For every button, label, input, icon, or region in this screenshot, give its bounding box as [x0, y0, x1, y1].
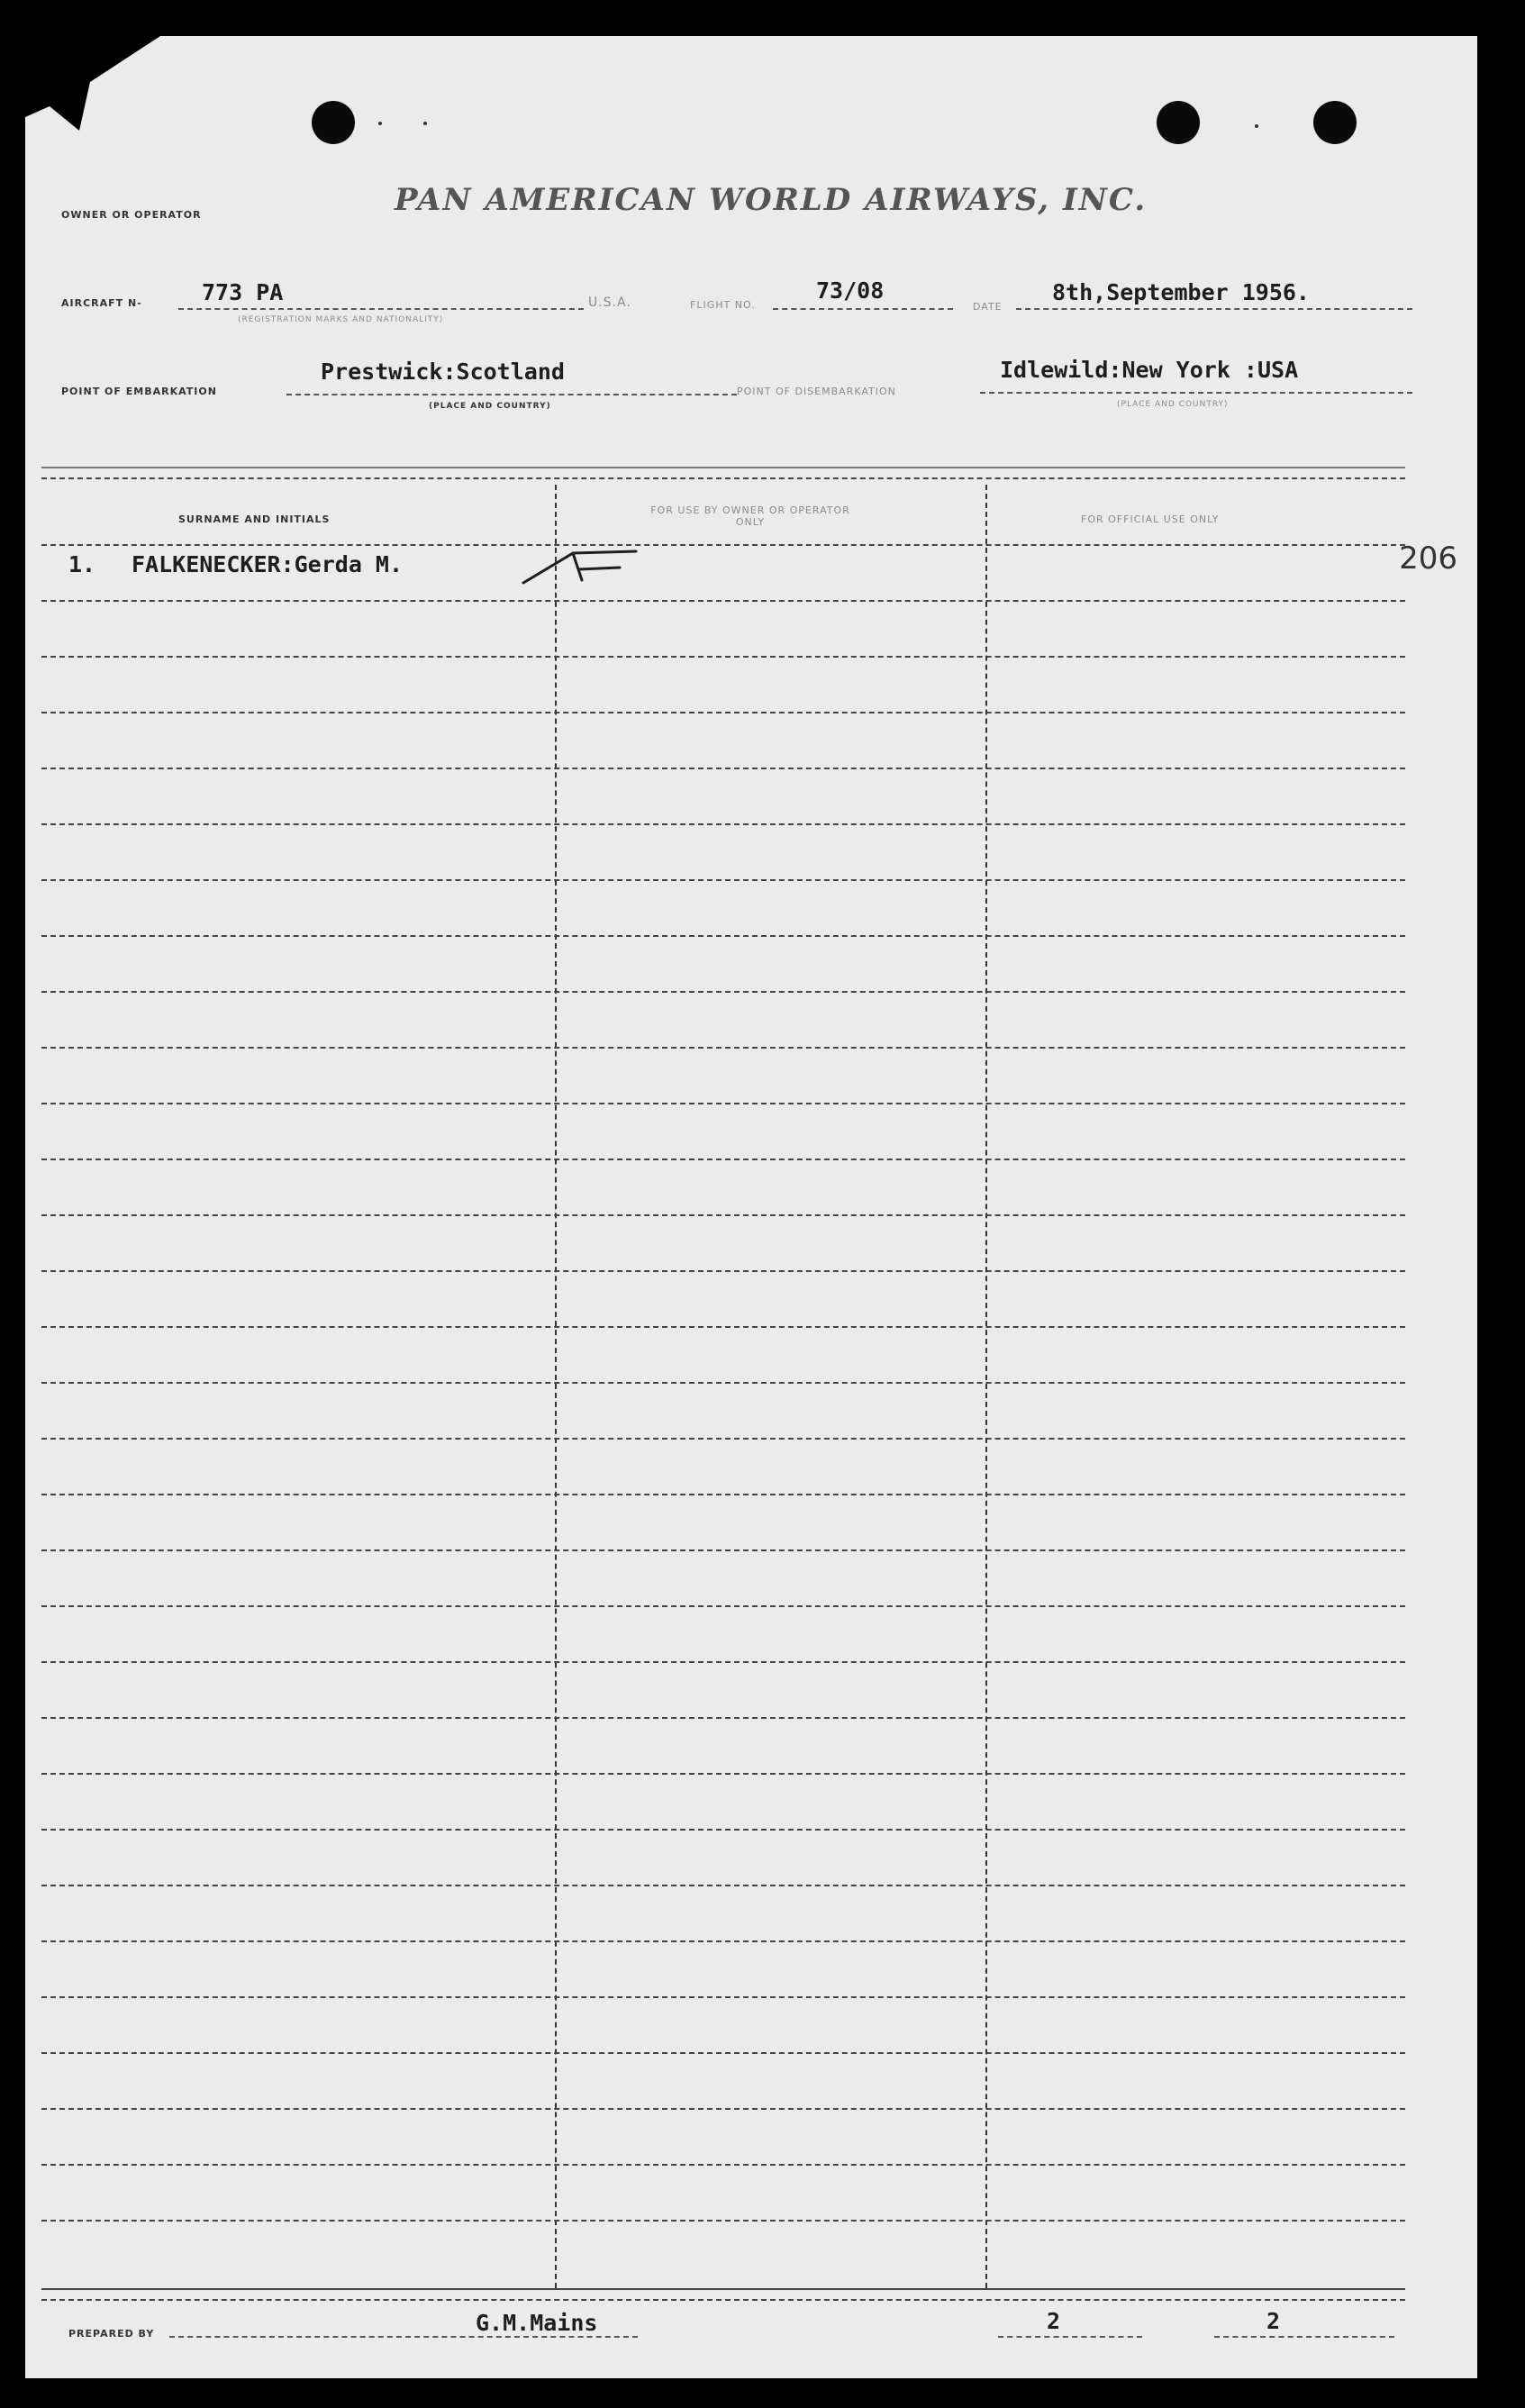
date-value: 8th,September 1956. — [1052, 279, 1310, 305]
prepared-value: G.M.Mains — [476, 2310, 598, 2336]
torn-corner — [25, 36, 160, 171]
column-divider-2 — [985, 485, 987, 2288]
row-rule — [41, 2052, 1405, 2054]
owner-name: PAN AMERICAN WORLD AIRWAYS, INC. — [395, 182, 1148, 218]
passenger-name: FALKENECKER:Gerda M. — [132, 551, 404, 577]
embarkation-value: Prestwick:Scotland — [321, 359, 565, 385]
row-rule — [41, 2220, 1405, 2222]
row-rule — [41, 1940, 1405, 1942]
flight-fill-line — [773, 308, 953, 310]
owner-label: OWNER OR OPERATOR — [61, 209, 202, 221]
row-rule — [41, 712, 1405, 713]
col-header-operator: FOR USE BY OWNER OR OPERATOR ONLY — [650, 504, 850, 528]
row-rule — [41, 1214, 1405, 1216]
punch-hole-right-2 — [1313, 101, 1357, 144]
row-rule — [41, 1829, 1405, 1831]
row-rule — [41, 2108, 1405, 2110]
aircraft-value: 773 PA — [202, 279, 284, 305]
country-label: U.S.A. — [588, 295, 631, 310]
table-bottom-rule-2 — [41, 2299, 1405, 2301]
speck — [1255, 124, 1258, 128]
total-fill-line — [1214, 2336, 1394, 2338]
row-rule — [41, 1773, 1405, 1775]
table-top-rule-2 — [41, 477, 1405, 479]
row-rule — [41, 1382, 1405, 1384]
col-header-surname: SURNAME AND INITIALS — [178, 513, 331, 525]
row-rule — [41, 1159, 1405, 1160]
row-rule — [41, 991, 1405, 993]
prepared-label: PREPARED BY — [68, 2328, 155, 2340]
embarkation-sublabel: (PLACE AND COUNTRY) — [429, 402, 551, 411]
flight-value: 73/08 — [816, 277, 885, 304]
row-rule — [41, 1270, 1405, 1272]
date-label: DATE — [973, 301, 1003, 313]
row-rule — [41, 768, 1405, 769]
row-rule — [41, 1103, 1405, 1104]
col-header-official: FOR OFFICIAL USE ONLY — [1081, 513, 1220, 525]
row-rule — [41, 1047, 1405, 1049]
embarkation-label: POINT OF EMBARKATION — [61, 386, 217, 397]
page-total: 2 — [1266, 2308, 1281, 2334]
embarkation-fill-line — [286, 394, 737, 395]
handwritten-mark — [519, 542, 654, 587]
table-bottom-rule — [41, 2288, 1405, 2290]
speck — [423, 122, 427, 125]
row-rule — [41, 1661, 1405, 1663]
passenger-number: 1. — [68, 551, 96, 577]
page-stamp: 206 — [1399, 541, 1457, 577]
row-rule — [41, 1438, 1405, 1440]
page-fill-line — [998, 2336, 1142, 2338]
row-rule — [41, 935, 1405, 937]
row-rule — [41, 1326, 1405, 1328]
manifest-sheet — [25, 36, 1477, 2378]
table-top-rule — [41, 467, 1405, 468]
disembarkation-label: POINT OF DISEMBARKATION — [737, 386, 896, 397]
disembarkation-sublabel: (PLACE AND COUNTRY) — [1117, 400, 1229, 409]
aircraft-fill-line — [178, 308, 584, 310]
row-rule — [41, 1996, 1405, 1998]
row-rule — [41, 1885, 1405, 1886]
page-number: 2 — [1047, 2308, 1061, 2334]
row-rule — [41, 656, 1405, 658]
disembarkation-fill-line — [980, 392, 1412, 394]
row-rule — [41, 600, 1405, 602]
date-fill-line — [1016, 308, 1412, 310]
row-rule — [41, 879, 1405, 881]
row-rule — [41, 1717, 1405, 1719]
prepared-fill-line — [169, 2336, 638, 2338]
aircraft-label: AIRCRAFT N- — [61, 297, 142, 309]
row-rule — [41, 544, 1405, 546]
speck — [378, 122, 382, 125]
row-rule — [41, 1605, 1405, 1607]
punch-hole-left — [312, 101, 355, 144]
row-rule — [41, 1494, 1405, 1495]
row-rule — [41, 2164, 1405, 2166]
row-rule — [41, 1549, 1405, 1551]
punch-hole-right-1 — [1157, 101, 1200, 144]
column-divider-1 — [555, 485, 557, 2288]
row-rule — [41, 823, 1405, 825]
disembarkation-value: Idlewild:New York :USA — [1000, 357, 1299, 383]
flight-label: FLIGHT NO. — [690, 299, 756, 311]
aircraft-sublabel: (REGISTRATION MARKS AND NATIONALITY) — [238, 315, 444, 324]
